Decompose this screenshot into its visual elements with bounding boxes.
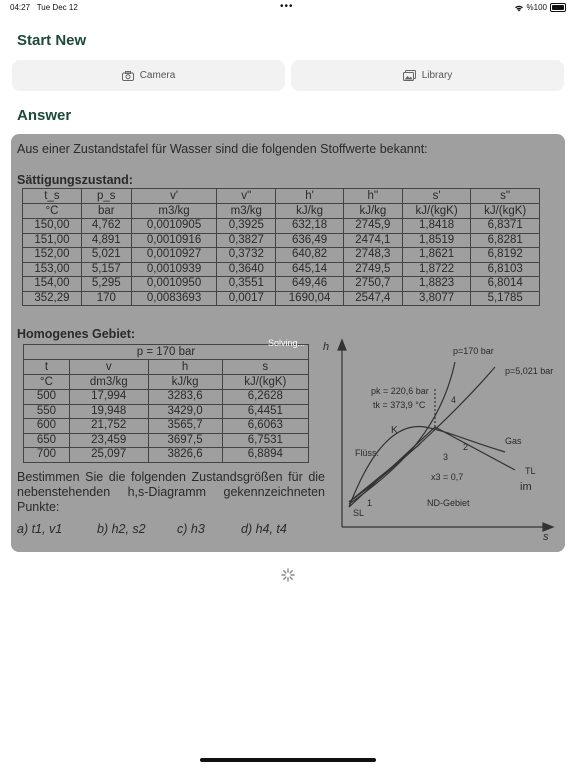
table-row	[23, 233, 540, 248]
isobar-170	[349, 362, 455, 504]
table-cell: 5,157	[81, 262, 131, 277]
table-cell: 4,891	[81, 233, 131, 248]
table-cell: 0,0010950	[131, 277, 217, 292]
point-2: 2	[463, 442, 469, 452]
table-row	[23, 291, 540, 306]
table-cell: 2748,3	[343, 248, 402, 263]
x3-label: x3 = 0,7	[431, 472, 464, 482]
table-cell: 0,0010916	[131, 233, 217, 248]
table-cell: 3283,6	[148, 390, 222, 405]
table-unit: kJ/(kgK)	[402, 204, 471, 219]
table-row	[23, 262, 540, 277]
solving-label: Solving...	[268, 338, 306, 348]
table-header: v''	[217, 189, 276, 204]
table-cell: 1,8519	[402, 233, 471, 248]
table-row	[24, 390, 309, 405]
table-cell: 0,0010905	[131, 219, 217, 234]
table-cell: 550	[24, 404, 70, 419]
table-cell: 0,0083693	[131, 291, 217, 306]
problem-intro: Aus einer Zustandstafel für Wasser sind die folgenden Stoffwerte bekannt:	[17, 142, 428, 156]
table-cell: 640,82	[276, 248, 344, 263]
table-unit: kJ/(kgK)	[471, 204, 540, 219]
multitask-dots-icon[interactable]: •••	[280, 1, 294, 12]
point-1: 1	[367, 498, 373, 508]
task-d: d) h4, t4	[241, 522, 287, 536]
saturation-title: Sättigungszustand:	[17, 173, 133, 187]
homogeneous-table	[23, 344, 309, 463]
battery-percent: %100	[526, 3, 547, 12]
table-header: h	[148, 360, 222, 375]
throttle-line	[349, 427, 515, 507]
table-header: s''	[471, 189, 540, 204]
table-unit-row	[23, 204, 540, 219]
table-unit-row	[24, 375, 309, 390]
library-button[interactable]	[291, 60, 564, 91]
table-row	[23, 248, 540, 263]
table-cell: 6,8281	[471, 233, 540, 248]
task-c: c) h3	[177, 522, 205, 536]
table-caption: p = 170 bar	[24, 345, 309, 360]
table-cell: 2750,7	[343, 277, 402, 292]
table-cell: 2547,4	[343, 291, 402, 306]
im-label: im	[520, 481, 532, 493]
h-axis-arrow	[338, 340, 346, 350]
h-axis-label: h	[323, 341, 330, 353]
table-cell: 6,4451	[222, 404, 308, 419]
table-cell: 0,0010939	[131, 262, 217, 277]
table-cell: 150,00	[23, 219, 82, 234]
photo-library-icon	[403, 70, 416, 81]
sl-label: SL	[353, 508, 365, 518]
table-cell: 6,7531	[222, 433, 308, 448]
table-unit: bar	[81, 204, 131, 219]
table-row	[23, 219, 540, 234]
table-cell: 636,49	[276, 233, 344, 248]
status-time: 04:27 Tue Dec 12	[10, 3, 78, 12]
library-label: Library	[421, 70, 453, 81]
table-header: h'	[276, 189, 344, 204]
table-cell: 6,6063	[222, 419, 308, 434]
table-cell: 600	[24, 419, 70, 434]
table-cell: 0,3827	[217, 233, 276, 248]
table-unit: °C	[23, 204, 82, 219]
table-row	[24, 404, 309, 419]
table-cell: 650	[24, 433, 70, 448]
table-cell: 0,3551	[217, 277, 276, 292]
camera-icon	[122, 71, 134, 81]
table-cell: 649,46	[276, 277, 344, 292]
table-cell: 1,8823	[402, 277, 471, 292]
table-cell: 5,295	[81, 277, 131, 292]
hs-diagram	[315, 332, 561, 542]
table-header-row	[23, 189, 540, 204]
table-cell: 5,021	[81, 248, 131, 263]
table-row	[24, 433, 309, 448]
table-unit: m3/kg	[131, 204, 217, 219]
table-unit: dm3/kg	[69, 375, 148, 390]
liquid-label: Flüss.	[355, 448, 380, 458]
table-header: h''	[343, 189, 402, 204]
saturation-table	[22, 188, 540, 306]
table-cell: 23,459	[69, 433, 148, 448]
task-a: a) t1, v1	[17, 522, 63, 536]
table-cell: 3429,0	[148, 404, 222, 419]
table-cell: 19,948	[69, 404, 148, 419]
table-cell: 645,14	[276, 262, 344, 277]
pk-label: pk = 220,6 bar	[371, 386, 429, 396]
table-cell: 17,994	[69, 390, 148, 405]
table-cell: 6,8192	[471, 248, 540, 263]
camera-button[interactable]	[12, 60, 285, 91]
p5-label: p=5,021 bar	[505, 366, 554, 376]
table-header: s'	[402, 189, 471, 204]
table-cell: 6,8371	[471, 219, 540, 234]
table-unit: m3/kg	[217, 204, 276, 219]
table-cell: 5,1785	[471, 291, 540, 306]
table-cell: 6,8894	[222, 448, 308, 463]
table-cell: 154,00	[23, 277, 82, 292]
table-header: p_s	[81, 189, 131, 204]
tk-label: tk = 373,9 °C	[373, 400, 426, 410]
battery-icon	[550, 3, 566, 12]
status-right	[514, 3, 566, 12]
task-text: Bestimmen Sie die folgenden Zustandsgrößen für die nebenstehenden h,s-Diagramm gekennzeichneten Punkte:	[17, 470, 325, 514]
saturation-curve	[349, 426, 505, 507]
table-cell: 21,752	[69, 419, 148, 434]
table-header: v'	[131, 189, 217, 204]
gas-label: Gas	[505, 436, 522, 446]
table-cell: 1,8722	[402, 262, 471, 277]
table-cell: 500	[24, 390, 70, 405]
table-cell: 3,8077	[402, 291, 471, 306]
table-header: t	[24, 360, 70, 375]
table-cell: 4,762	[81, 219, 131, 234]
table-cell: 25,097	[69, 448, 148, 463]
critical-point-label: K	[391, 425, 398, 436]
table-cell: 3565,7	[148, 419, 222, 434]
point-3: 3	[443, 452, 449, 462]
table-row	[23, 277, 540, 292]
table-unit: kJ/kg	[148, 375, 222, 390]
table-header: s	[222, 360, 308, 375]
wifi-icon	[514, 4, 524, 12]
table-unit: °C	[24, 375, 70, 390]
table-cell: 632,18	[276, 219, 344, 234]
table-cell: 6,2628	[222, 390, 308, 405]
table-cell: 2749,5	[343, 262, 402, 277]
table-cell: 6,8014	[471, 277, 540, 292]
table-cell: 700	[24, 448, 70, 463]
p170-label: p=170 bar	[453, 346, 494, 356]
loading-spinner-icon	[281, 568, 295, 582]
table-cell: 1,8621	[402, 248, 471, 263]
table-unit: kJ/(kgK)	[222, 375, 308, 390]
homogeneous-title: Homogenes Gebiet:	[17, 327, 136, 341]
table-cell: 0,0017	[217, 291, 276, 306]
table-cell: 3826,6	[148, 448, 222, 463]
table-unit: kJ/kg	[343, 204, 402, 219]
table-cell: 6,8103	[471, 262, 540, 277]
nd-label: ND-Gebiet	[427, 498, 470, 508]
table-cell: 152,00	[23, 248, 82, 263]
table-cell: 0,3640	[217, 262, 276, 277]
table-cell: 3697,5	[148, 433, 222, 448]
table-cell: 0,3732	[217, 248, 276, 263]
table-cell: 1,8418	[402, 219, 471, 234]
table-cell: 0,3925	[217, 219, 276, 234]
table-cell: 352,29	[23, 291, 82, 306]
table-row	[24, 448, 309, 463]
s-axis-label: s	[543, 531, 549, 542]
table-header: v	[69, 360, 148, 375]
table-header-row	[24, 360, 309, 375]
task-b: b) h2, s2	[97, 522, 146, 536]
table-unit: kJ/kg	[276, 204, 344, 219]
table-cell: 1690,04	[276, 291, 344, 306]
camera-label: Camera	[139, 70, 176, 81]
table-cell: 0,0010927	[131, 248, 217, 263]
table-cell: 153,00	[23, 262, 82, 277]
table-row	[24, 419, 309, 434]
home-indicator[interactable]	[200, 758, 376, 762]
s-axis-arrow	[543, 523, 553, 531]
table-cell: 170	[81, 291, 131, 306]
table-cell: 2474,1	[343, 233, 402, 248]
table-cell: 2745,9	[343, 219, 402, 234]
table-cell: 151,00	[23, 233, 82, 248]
answer-title: Answer	[17, 107, 72, 124]
status-bar	[0, 0, 576, 16]
point-4: 4	[451, 395, 457, 405]
table-header: t_s	[23, 189, 82, 204]
tl-label: TL	[525, 466, 536, 476]
start-new-title: Start New	[17, 32, 87, 49]
